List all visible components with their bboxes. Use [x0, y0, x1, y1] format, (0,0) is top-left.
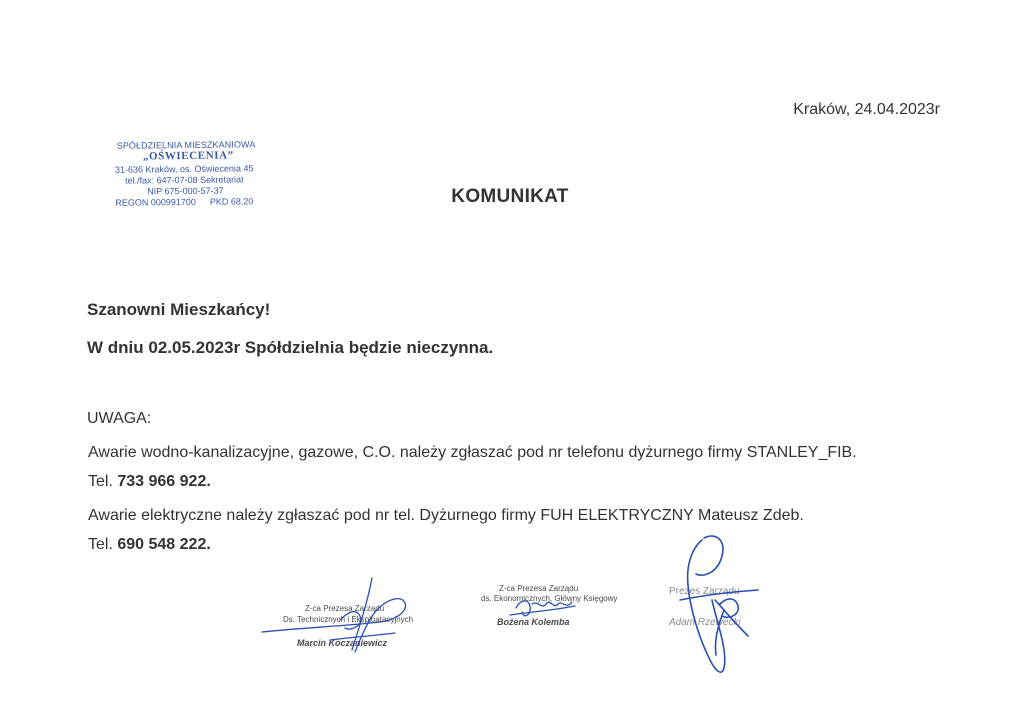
document-title: KOMUNIKAT: [451, 186, 569, 207]
signature-3-role: Prezes Zarządu: [669, 586, 740, 597]
stamp-line-nip: NIP 675-000-57-37: [147, 185, 224, 197]
signature-2-scribble: [510, 601, 575, 616]
signature-2-name: Bożena Kolemba: [497, 617, 570, 627]
signature-1-role: Z-ca Prezesa Zarządu: [305, 604, 385, 613]
signature-1-role-detail: Ds. Technicznych i Eksploatacyjnych: [283, 615, 414, 624]
phone-label: Tel.: [88, 536, 113, 553]
paragraph-electrical: Awarie elektryczne należy zgłaszać pod nr tel. Dyżurnego firmy FUH ELEKTRYCZNY Mateusz Zdeb.: [88, 507, 804, 524]
phone-number-fuh: 690 548 222.: [117, 536, 211, 553]
phone-label: Tel.: [88, 473, 113, 490]
paragraph-water-gas: Awarie wodno-kanalizacyjne, gazowe, C.O. należy zgłaszać pod nr telefonu dyżurnego firmy STANLEY_FIB.: [88, 444, 857, 461]
phone-number-stanley: 733 966 922.: [117, 473, 211, 490]
signature-2-role-detail: ds. Ekonomicznych, Główny Księgowy: [481, 594, 618, 603]
signature-1-name: Marcin Koczaniewicz: [297, 638, 388, 648]
stamp-regon: REGON 000991700: [115, 196, 196, 208]
closure-announcement: W dniu 02.05.2023r Spółdzielnia będzie nieczynna.: [87, 338, 494, 357]
signature-2-role: Z-ca Prezesa Zarządu: [499, 584, 579, 593]
notice-label: UWAGA:: [87, 410, 152, 427]
stamp-pkd: PKD 68.20: [209, 196, 254, 207]
document-date: Kraków, 24.04.2023r: [793, 101, 940, 118]
signature-3-scribble: [680, 536, 758, 672]
stamp-line-address: 31-636 Kraków, os. Oświecenia 45: [114, 163, 254, 175]
stamp-line-name: SPÓŁDZIELNIA MIESZKANIOWA: [116, 139, 256, 151]
stamp-line-brand: „OŚWIECENIA”: [142, 149, 234, 163]
stamp-line-phone: tel./fax: 647-07-08 Sekretariat: [125, 174, 244, 186]
signature-3-name: Adam Rzewecki: [669, 617, 741, 628]
greeting: Szanowni Mieszkańcy!: [87, 300, 271, 319]
signature-1-scribble: [262, 578, 405, 652]
